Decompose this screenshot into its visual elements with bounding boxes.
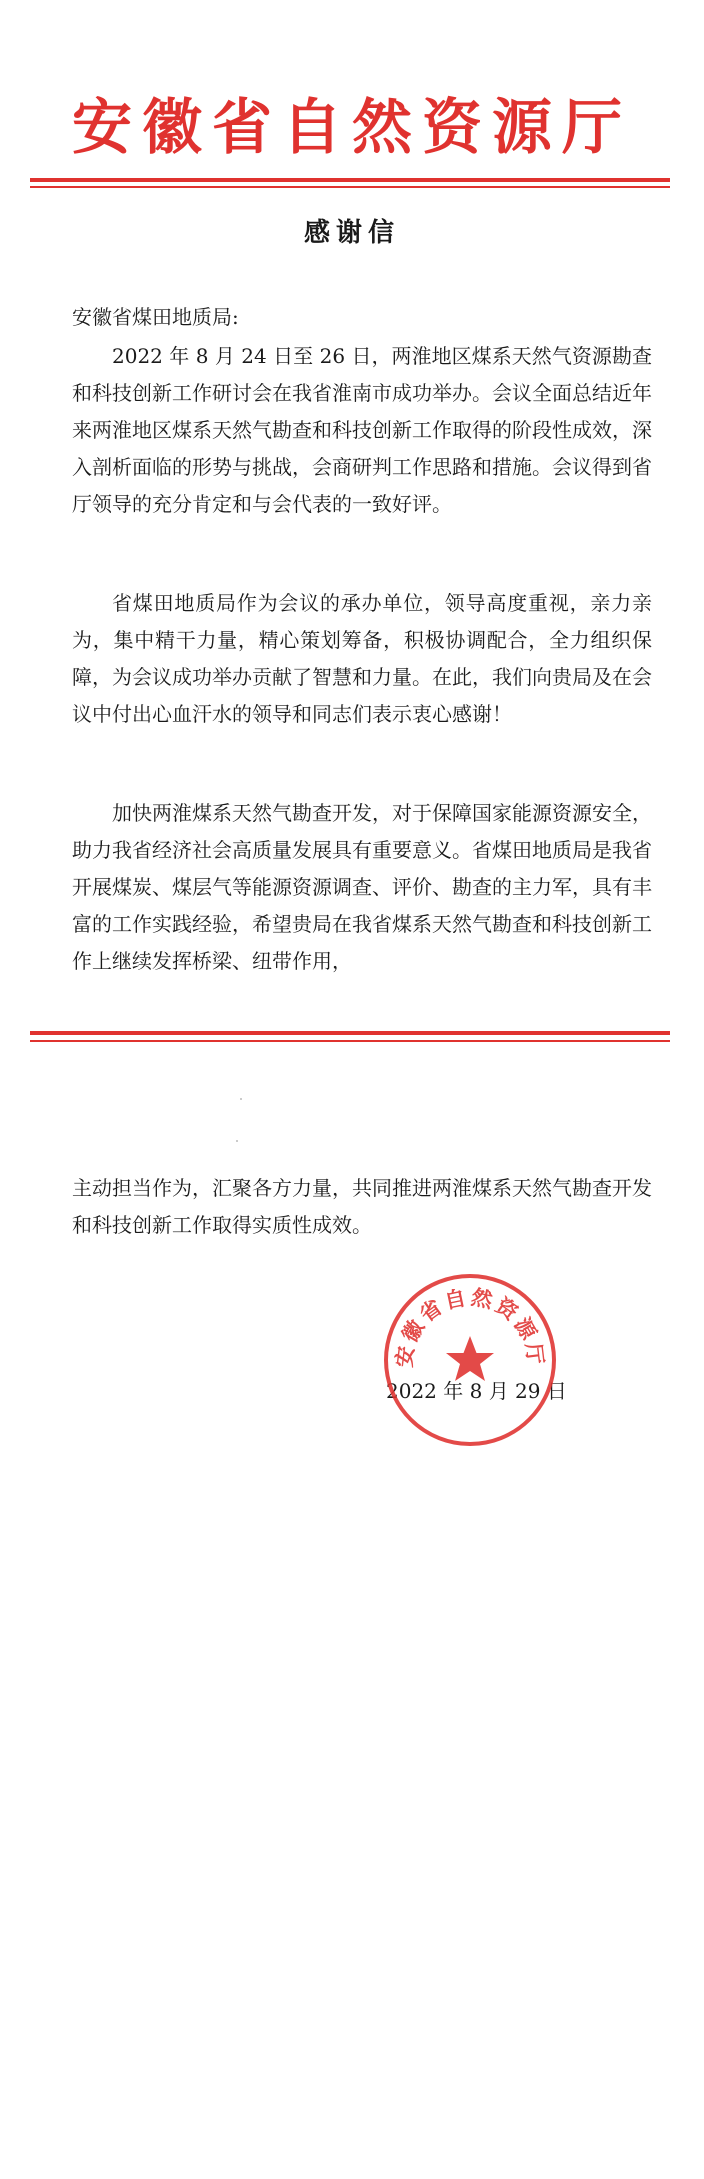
scan-speck [240,1098,242,1100]
letter-title: 感谢信 [303,218,400,248]
seal-star-icon [446,1336,494,1381]
paragraph-text: 省煤田地质局作为会议的承办单位，领导高度重视，亲力亲为，集中精干力量，精心策划筹备，积极协调配合，全力组织保障，为会议成功举办贡献了智慧和力量。在此，我们向贵局及在会议中付出心血汗水的领导和同志们表示衷心感谢！ [72,591,652,726]
paragraph-text: 加快两淮煤系天然气勘查开发，对于保障国家能源资源安全，助力我省经济社会高质量发展具有重要意义。省煤田地质局是我省开展煤炭、煤层气等能源资源调查、评价、勘查的主力军，具有丰富的工作实践经验，希望贵局在我省煤系天然气勘查和科技创新工作上继续发挥桥梁、纽带作用， [72,801,652,973]
letter-paragraph-3 [72,795,652,980]
footer-rule-thin [30,1040,670,1042]
scan-speck [236,1140,238,1142]
letter-paragraph-4 [72,1170,652,1244]
letter-paragraph-2 [72,585,652,733]
letterhead-rule-thick [30,178,670,182]
paragraph-text: 主动担当作为，汇聚各方力量，共同推进两淮煤系天然气勘查开发和科技创新工作取得实质性成效。 [72,1176,652,1237]
seal-text: 安徽省自然资源厅 [392,1285,548,1369]
paragraph-text: 2022 年 8 月 24 日至 26 日，两淮地区煤系天然气资源勘查和科技创新工作研讨会在我省淮南市成功举办。会议全面总结近年来两淮地区煤系天然气勘查和科技创新工作取得的阶段性成效，深入剖析面临的形势与挑战，会商研判工作思路和措施。会议得到省厅领导的充分肯定和与会代表的一致好评。 [72,344,652,516]
letterhead-title: 安徽省自然资源厅 [72,93,632,163]
letterhead-rule-thin [30,186,670,188]
official-seal-stamp [380,1270,560,1450]
letter-salutation: 安徽省煤田地质局: [72,305,239,329]
letter-date: 2022 年 8 月 29 日 [386,1379,567,1403]
footer-rule-thick [30,1031,670,1035]
letter-paragraph-1 [72,338,652,523]
